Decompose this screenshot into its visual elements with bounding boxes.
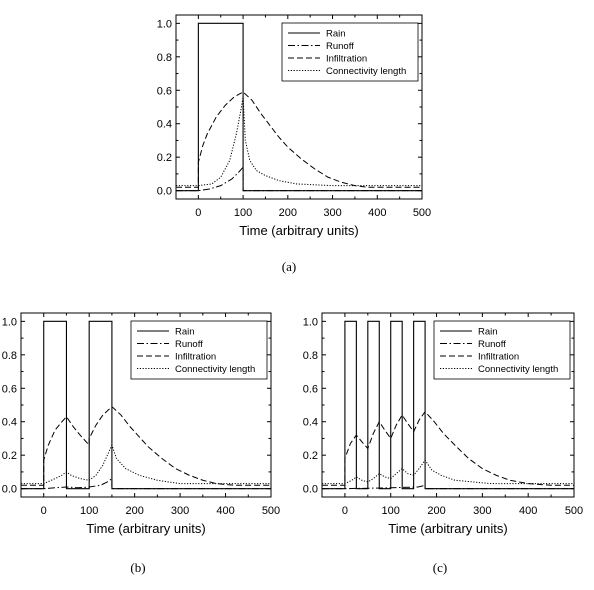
legend-label: Rain bbox=[175, 326, 195, 338]
y-tick-label: 1.0 bbox=[1, 316, 17, 329]
x-axis-label: Time (arbitrary units) bbox=[86, 521, 206, 536]
legend bbox=[434, 321, 570, 379]
x-tick-label: 100 bbox=[233, 207, 253, 219]
y-tick-label: 1.0 bbox=[302, 316, 318, 329]
chart-panel-1 bbox=[157, 15, 431, 274]
panel-caption: (c) bbox=[432, 560, 448, 575]
legend-label: Runoff bbox=[175, 339, 203, 350]
y-tick-label: 0.2 bbox=[1, 450, 17, 463]
y-tick-label: 0.0 bbox=[302, 483, 318, 496]
series-line-infiltration bbox=[322, 412, 574, 486]
x-tick-label: 500 bbox=[412, 207, 432, 219]
x-tick-label: 0 bbox=[40, 505, 47, 517]
legend-label: Infiltration bbox=[326, 53, 368, 65]
y-tick-label: 1.0 bbox=[156, 18, 172, 31]
legend-label: Runoff bbox=[326, 41, 354, 52]
legend-label: Connectivity length bbox=[175, 364, 256, 375]
panel-caption: (b) bbox=[130, 560, 146, 575]
legend-label: Connectivity length bbox=[478, 364, 559, 375]
y-tick-label: 0.4 bbox=[156, 118, 172, 131]
y-tick-label: 0.0 bbox=[1, 483, 17, 496]
legend-label: Rain bbox=[478, 326, 498, 338]
y-tick-label: 0.6 bbox=[156, 85, 172, 98]
x-tick-label: 300 bbox=[473, 505, 492, 517]
x-tick-label: 0 bbox=[195, 207, 202, 219]
panel-caption: (a) bbox=[281, 259, 297, 274]
series-line-infiltration bbox=[176, 92, 422, 187]
y-tick-label: 0.6 bbox=[302, 383, 318, 396]
y-tick-label: 0.8 bbox=[302, 349, 318, 362]
x-tick-label: 300 bbox=[323, 207, 342, 219]
legend bbox=[131, 321, 267, 379]
y-tick-label: 0.2 bbox=[156, 152, 172, 165]
x-tick-label: 200 bbox=[427, 505, 446, 517]
x-tick-label: 400 bbox=[216, 505, 235, 517]
series-line-connectivity-length bbox=[322, 460, 574, 483]
legend-label: Infiltration bbox=[478, 351, 520, 363]
x-tick-label: 100 bbox=[80, 505, 99, 517]
x-tick-label: 300 bbox=[170, 505, 190, 517]
x-tick-label: 500 bbox=[564, 505, 584, 517]
legend-label: Connectivity length bbox=[326, 66, 407, 77]
y-tick-label: 0.2 bbox=[302, 450, 318, 463]
y-tick-label: 0.4 bbox=[1, 416, 17, 429]
x-tick-label: 500 bbox=[261, 505, 281, 517]
y-tick-label: 0.6 bbox=[1, 383, 17, 396]
y-tick-label: 0.8 bbox=[1, 349, 17, 362]
x-tick-label: 400 bbox=[519, 505, 538, 517]
series-line-runoff bbox=[176, 167, 422, 190]
series-line-connectivity-length bbox=[21, 445, 271, 483]
y-tick-label: 0.4 bbox=[302, 416, 318, 429]
legend-label: Runoff bbox=[478, 339, 506, 350]
x-tick-label: 0 bbox=[341, 505, 348, 517]
x-axis-label: Time (arbitrary units) bbox=[388, 521, 508, 536]
chart-panel-2 bbox=[2, 313, 280, 575]
legend-label: Rain bbox=[326, 28, 346, 40]
x-tick-label: 400 bbox=[368, 207, 387, 219]
series-line-runoff bbox=[21, 479, 271, 489]
chart-panel-3 bbox=[303, 313, 583, 575]
legend-label: Infiltration bbox=[175, 351, 217, 363]
series-line-infiltration bbox=[21, 407, 271, 486]
y-tick-label: 0.8 bbox=[156, 51, 172, 64]
series-line-connectivity-length bbox=[176, 97, 422, 186]
x-tick-label: 200 bbox=[278, 207, 297, 219]
x-axis-label: Time (arbitrary units) bbox=[239, 223, 359, 238]
x-tick-label: 200 bbox=[125, 505, 144, 517]
y-tick-label: 0.0 bbox=[156, 185, 172, 198]
x-tick-label: 100 bbox=[381, 505, 400, 517]
legend bbox=[282, 23, 418, 81]
